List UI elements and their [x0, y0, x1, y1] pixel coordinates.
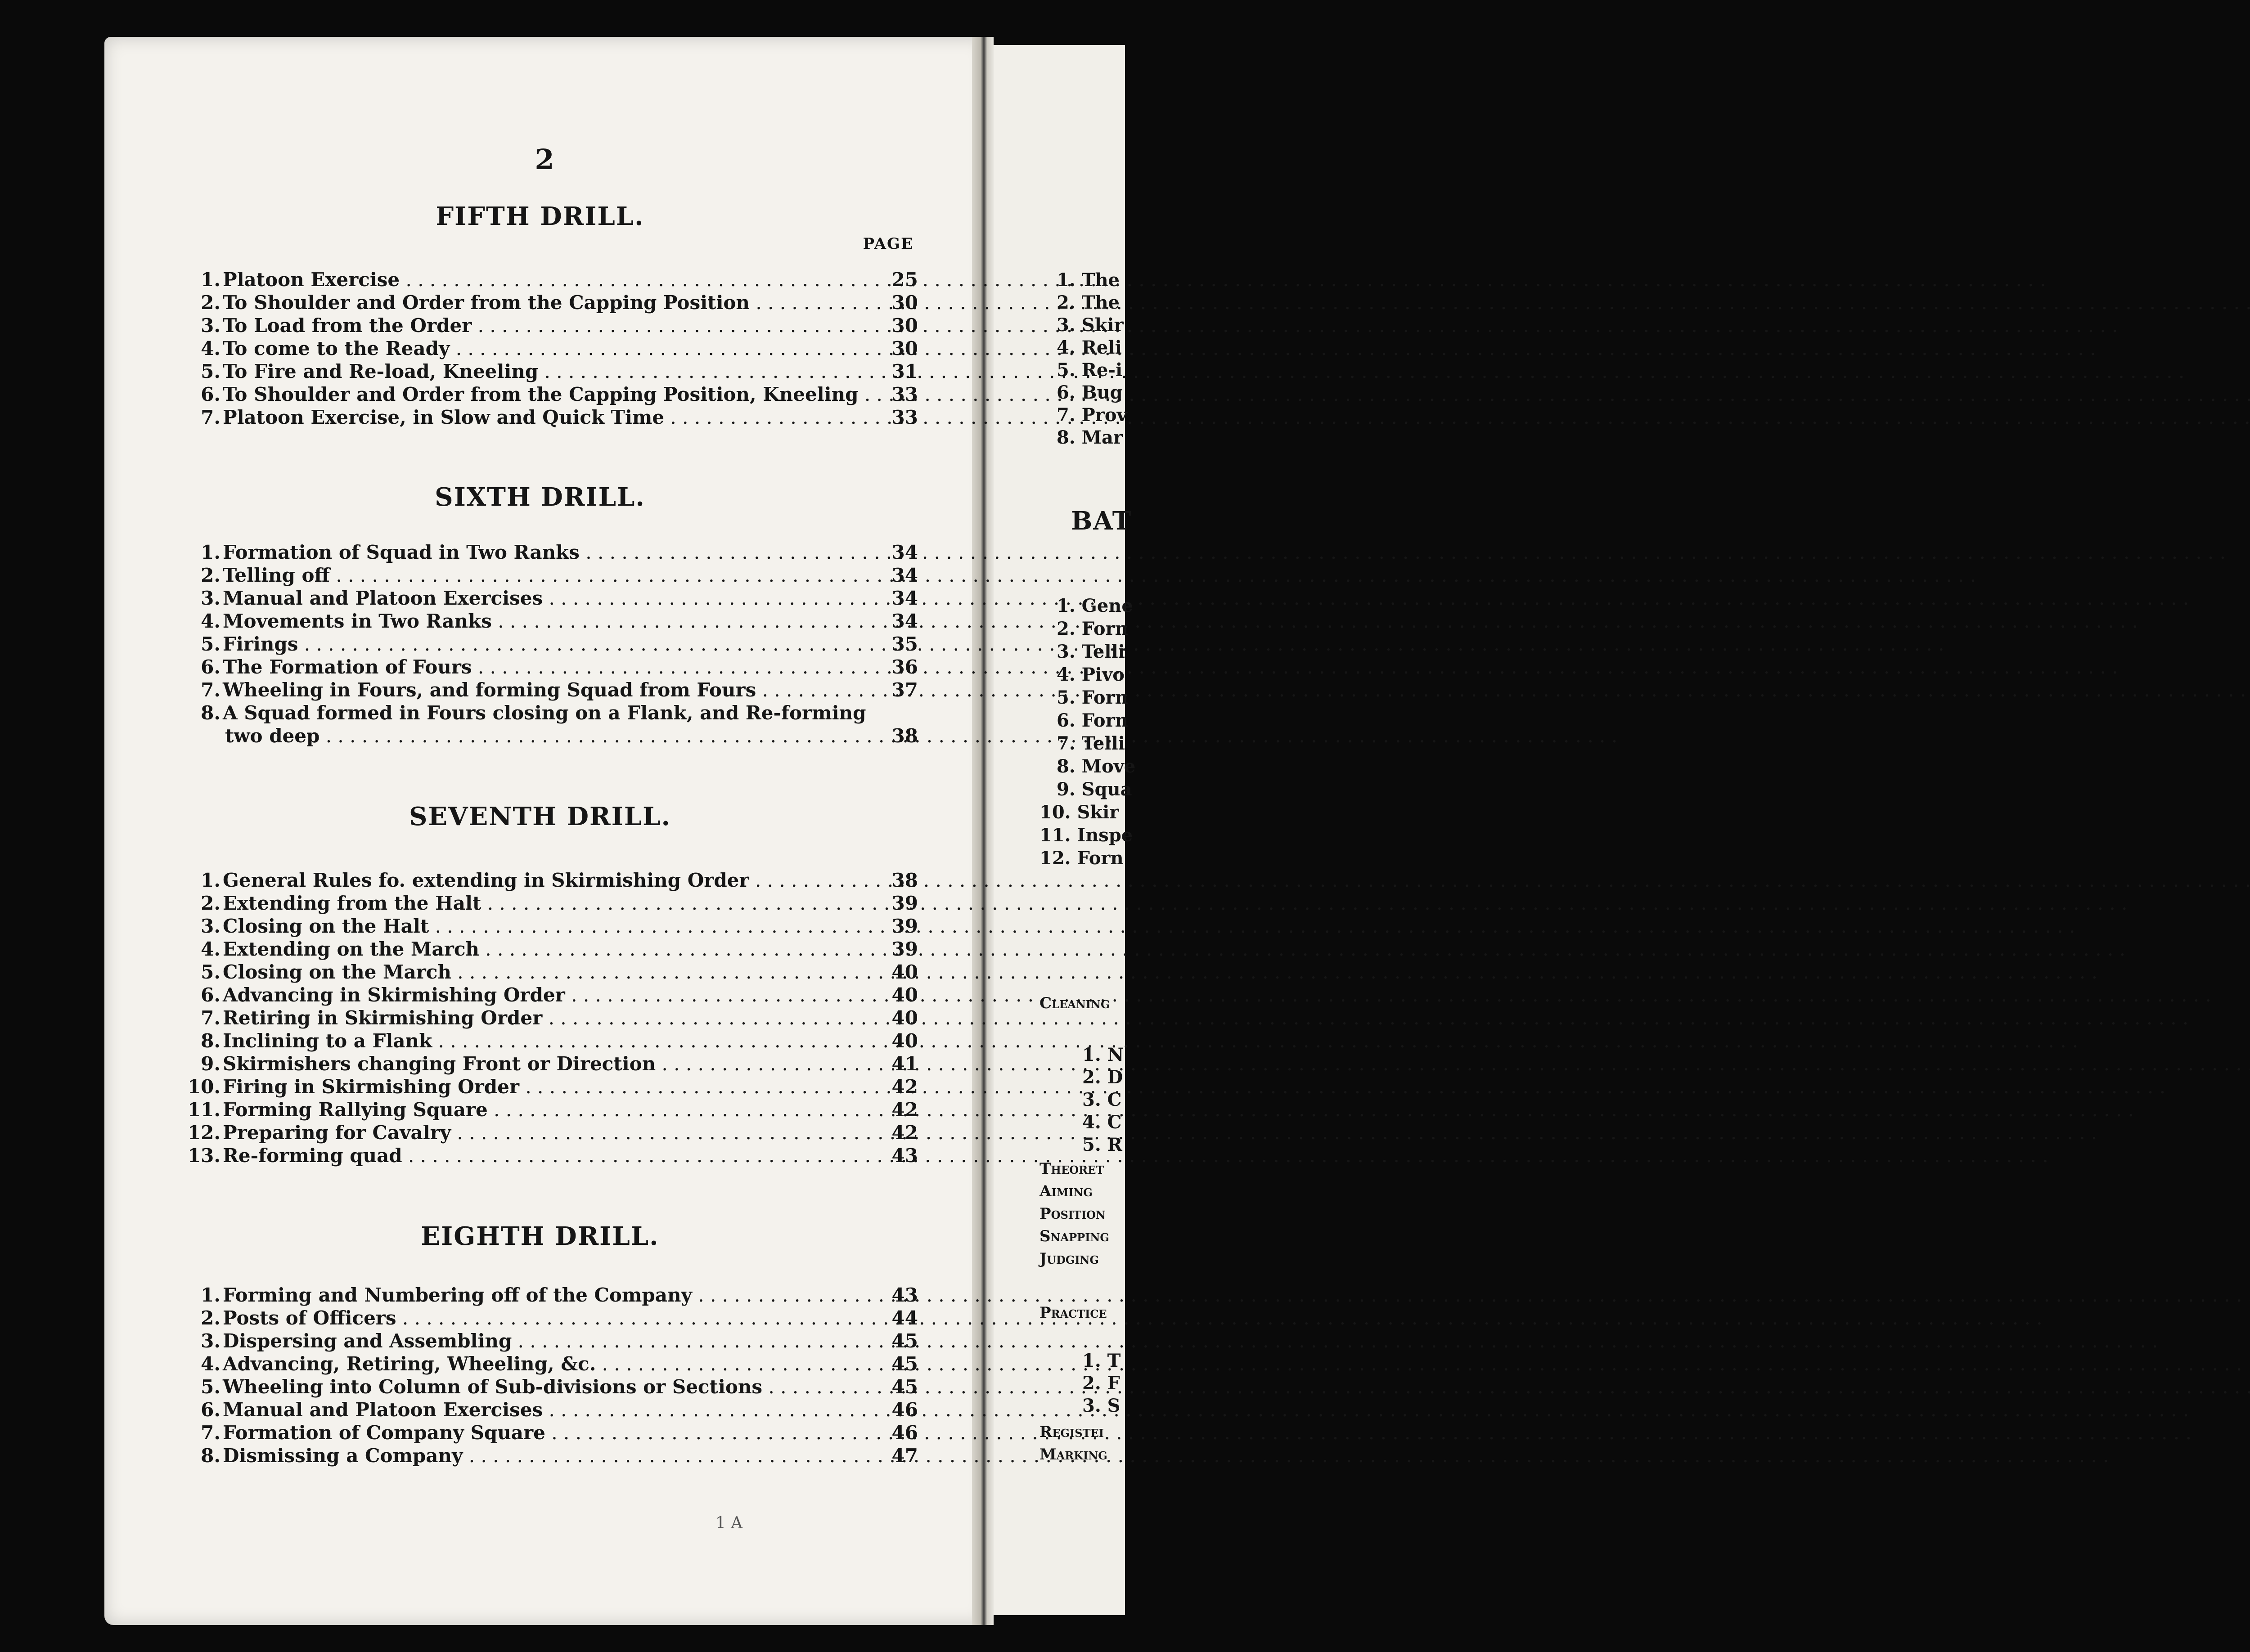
- entry-page: 41: [891, 1053, 918, 1075]
- toc-entry[interactable]: [184, 1444, 918, 1468]
- right-list-item: 8. Mar: [1057, 427, 1123, 448]
- right-sub-item: 2. D: [1082, 1067, 1123, 1088]
- toc-entry[interactable]: [184, 1121, 918, 1145]
- entry-title: Formation of Company Square . . .: [223, 1421, 868, 1445]
- toc-entry[interactable]: [184, 268, 918, 292]
- right-sub-item: 1. N: [1082, 1044, 1124, 1065]
- entry-number: 5.: [201, 1376, 220, 1398]
- right-list-item: 9. Squa: [1057, 779, 1132, 800]
- right-list-item: 1. Gene: [1057, 595, 1133, 616]
- toc-entry[interactable]: [184, 587, 918, 610]
- entry-page: 42: [891, 1076, 918, 1098]
- entry-title: Manual and Platoon Exercises . . .: [223, 1398, 868, 1422]
- right-side-heading: Practice: [1040, 1304, 1107, 1322]
- entry-page: 30: [891, 292, 918, 314]
- entry-title: Inclining to a Flank . . .: [223, 1029, 868, 1053]
- page-number: 2: [535, 143, 554, 176]
- entry-page: 40: [891, 961, 918, 983]
- toc-entry[interactable]: [184, 1306, 918, 1330]
- right-side-heading: Aiming: [1040, 1182, 1093, 1200]
- section-heading-fifth-drill: FIFTH DRILL.: [436, 202, 644, 231]
- toc-entry[interactable]: [184, 938, 918, 961]
- entry-number: 8.: [201, 1445, 220, 1467]
- right-list-item: 11. Inspe: [1040, 825, 1133, 846]
- entry-page: 37: [891, 679, 918, 701]
- right-list-item: 5. Re-i: [1057, 359, 1123, 381]
- entry-title: Movements in Two Ranks . . .: [223, 610, 868, 633]
- entry-page: 39: [891, 892, 918, 914]
- right-sub-item: 2. F: [1082, 1373, 1120, 1394]
- entry-title: Manual and Platoon Exercises . . .: [223, 587, 868, 610]
- entry-number: 6.: [201, 1399, 220, 1421]
- entry-page: 30: [891, 337, 918, 359]
- entry-number: 6.: [201, 383, 220, 405]
- entry-number: 11.: [187, 1099, 220, 1121]
- entry-number: 7.: [201, 1007, 220, 1029]
- entry-number: 4.: [201, 610, 220, 632]
- entry-number: 7.: [201, 1422, 220, 1444]
- entry-title: Wheeling in Fours, and forming Squad from Fours . . .: [223, 678, 868, 702]
- right-list-item: 4. Reli: [1057, 337, 1122, 358]
- entry-number: 8.: [201, 1030, 220, 1052]
- right-list-item: 8. Move: [1057, 756, 1136, 777]
- entry-number: 2.: [201, 564, 220, 586]
- entry-title: Posts of Officers . . .: [223, 1306, 868, 1330]
- toc-entry[interactable]: [184, 701, 918, 725]
- toc-entry[interactable]: [184, 1352, 918, 1376]
- right-side-heading: Cleaning: [1040, 994, 1110, 1012]
- signature-mark: 1 A: [715, 1514, 743, 1532]
- right-list-item: 6. Forn: [1057, 710, 1128, 731]
- toc-entry[interactable]: [184, 983, 918, 1007]
- entry-title: Firing in Skirmishing Order . . .: [223, 1075, 868, 1099]
- entry-page: 30: [891, 314, 918, 337]
- right-side-heading: Snapping: [1040, 1227, 1109, 1245]
- toc-entry[interactable]: [184, 961, 918, 984]
- entry-title: Platoon Exercise . . .: [223, 268, 868, 292]
- toc-entry[interactable]: [184, 678, 918, 702]
- entry-title: General Rules fo. extending in Skirmishing Order . . .: [223, 869, 868, 892]
- entry-title: Dispersing and Assembling . . .: [223, 1329, 868, 1353]
- toc-entry-continuation[interactable]: [225, 724, 918, 748]
- entry-title: Preparing for Cavalry . . .: [223, 1121, 868, 1145]
- right-side-heading: Judging: [1040, 1250, 1099, 1268]
- toc-entry[interactable]: [184, 1421, 918, 1445]
- toc-entry[interactable]: [184, 383, 918, 406]
- toc-entry[interactable]: [184, 892, 918, 915]
- entry-page: 31: [891, 360, 918, 382]
- entry-title: To Fire and Re-load, Kneeling . . .: [223, 360, 868, 383]
- entry-title: To come to the Ready . . .: [223, 337, 868, 360]
- entry-title: A Squad formed in Fours closing on a Flank, and Re-forming: [223, 702, 866, 724]
- entry-page: 25: [891, 269, 918, 291]
- toc-entry[interactable]: [184, 1075, 918, 1099]
- entry-number: 4.: [201, 337, 220, 359]
- entry-page: 33: [891, 406, 918, 428]
- right-list-item: 12. Forn: [1040, 848, 1124, 869]
- entry-page: 40: [891, 1007, 918, 1029]
- toc-entry[interactable]: [184, 655, 918, 679]
- entry-number: 3.: [201, 1330, 220, 1352]
- toc-entry[interactable]: [184, 1329, 918, 1353]
- entry-title: Advancing in Skirmishing Order . . .: [223, 983, 868, 1007]
- right-sub-item: 3. C: [1082, 1089, 1122, 1110]
- right-list-item: 7. Prov: [1057, 404, 1127, 426]
- toc-entry[interactable]: [184, 564, 918, 587]
- entry-title: To Load from the Order . . .: [223, 314, 868, 337]
- toc-entry[interactable]: [184, 1284, 918, 1307]
- entry-title: Retiring in Skirmishing Order . . .: [223, 1006, 868, 1030]
- entry-number: 7.: [201, 406, 220, 428]
- entry-page: 44: [891, 1307, 918, 1329]
- toc-entry[interactable]: [184, 1029, 918, 1053]
- entry-number: 10.: [187, 1076, 220, 1098]
- entry-page: 45: [891, 1353, 918, 1375]
- right-list-item: 7. Telli: [1057, 733, 1125, 754]
- entry-title: Extending on the March . . .: [223, 938, 868, 961]
- entry-number: 6.: [201, 984, 220, 1006]
- entry-title: Skirmishers changing Front or Direction . . .: [223, 1052, 868, 1076]
- toc-entry[interactable]: [184, 633, 918, 656]
- toc-entry[interactable]: [184, 314, 918, 337]
- right-list-item: 1. The: [1057, 269, 1120, 291]
- entry-number: 13.: [187, 1145, 220, 1167]
- entry-number: 2.: [201, 892, 220, 914]
- section-heading-eighth-drill: EIGHTH DRILL.: [421, 1221, 659, 1251]
- toc-entry[interactable]: [184, 291, 918, 314]
- entry-title: Forming Rallying Square . . .: [223, 1098, 868, 1122]
- entry-number: 5.: [201, 633, 220, 655]
- right-side-heading: Marking: [1040, 1446, 1107, 1463]
- entry-page: 39: [891, 915, 918, 937]
- toc-entry[interactable]: [184, 1144, 918, 1167]
- entry-page: 33: [891, 383, 918, 405]
- entry-title: Firings . . .: [223, 633, 868, 656]
- entry-title: To Shoulder and Order from the Capping Position . . .: [223, 291, 868, 314]
- entry-page: 42: [891, 1122, 918, 1144]
- entry-title: Forming and Numbering off of the Company . . .: [223, 1284, 868, 1307]
- entry-number: 4.: [201, 1353, 220, 1375]
- entry-title: Re-forming quad . . .: [223, 1144, 868, 1167]
- entry-page: 43: [891, 1145, 918, 1167]
- entry-number: 1.: [201, 269, 220, 291]
- entry-page: 46: [891, 1422, 918, 1444]
- entry-page: 34: [891, 564, 918, 586]
- entry-page: 47: [891, 1445, 918, 1467]
- right-side-heading: Position: [1040, 1205, 1106, 1223]
- entry-title-continuation: two deep . . .: [225, 724, 868, 748]
- entry-page: 38: [891, 725, 918, 747]
- entry-number: 6.: [201, 656, 220, 678]
- entry-page: 42: [891, 1099, 918, 1121]
- entry-page: 39: [891, 938, 918, 960]
- entry-number: 5.: [201, 360, 220, 382]
- entry-page: 43: [891, 1284, 918, 1306]
- page-column-label: PAGE: [863, 235, 914, 253]
- entry-page: 45: [891, 1330, 918, 1352]
- entry-number: 2.: [201, 1307, 220, 1329]
- entry-number: 3.: [201, 587, 220, 609]
- toc-entry[interactable]: [184, 337, 918, 360]
- toc-entry[interactable]: [184, 1052, 918, 1076]
- toc-entry[interactable]: [184, 1398, 918, 1422]
- entry-number: 5.: [201, 961, 220, 983]
- right-sub-item: 5. R: [1082, 1134, 1122, 1155]
- entry-page: 46: [891, 1399, 918, 1421]
- entry-number: 3.: [201, 915, 220, 937]
- toc-entry[interactable]: [184, 406, 918, 429]
- entry-number: 3.: [201, 314, 220, 337]
- right-side-heading: Registei: [1040, 1423, 1104, 1441]
- entry-page: 40: [891, 1030, 918, 1052]
- entry-title: Advancing, Retiring, Wheeling, &c. . . .: [223, 1352, 868, 1376]
- entry-number: 9.: [201, 1053, 220, 1075]
- entry-page: 34: [891, 587, 918, 609]
- entry-number: 7.: [201, 679, 220, 701]
- right-list-item: 10. Skir: [1040, 802, 1119, 823]
- entry-title: Closing on the Halt . . .: [223, 915, 868, 938]
- right-sub-item: 3. S: [1082, 1395, 1120, 1416]
- entry-title: Wheeling into Column of Sub-divisions or Sections . . .: [223, 1375, 868, 1399]
- section-heading-seventh-drill: SEVENTH DRILL.: [409, 802, 671, 831]
- entry-title: Dismissing a Company . . .: [223, 1444, 868, 1468]
- entry-number: 8.: [201, 702, 220, 724]
- right-list-item: 4. Pivo: [1057, 664, 1125, 685]
- right-list-item: 2. Forn: [1057, 618, 1128, 639]
- entry-page: 45: [891, 1376, 918, 1398]
- entry-number: 1.: [201, 541, 220, 563]
- entry-title: Platoon Exercise, in Slow and Quick Time . . .: [223, 406, 868, 429]
- entry-page: 34: [891, 541, 918, 563]
- toc-entry[interactable]: [184, 541, 918, 564]
- entry-title: Closing on the March . . .: [223, 961, 868, 984]
- entry-page: 38: [891, 869, 918, 891]
- section-heading-sixth-drill: SIXTH DRILL.: [435, 482, 645, 512]
- right-list-item: 2. The: [1057, 292, 1120, 313]
- entry-number: 12.: [187, 1122, 220, 1144]
- entry-number: 2.: [201, 292, 220, 314]
- entry-title: The Formation of Fours . . .: [223, 655, 868, 679]
- entry-page: 36: [891, 656, 918, 678]
- entry-page: 35: [891, 633, 918, 655]
- entry-page: 40: [891, 984, 918, 1006]
- entry-title: To Shoulder and Order from the Capping Position, Kneeling . . .: [223, 383, 868, 406]
- entry-number: 1.: [201, 1284, 220, 1306]
- toc-entry[interactable]: [184, 1006, 918, 1030]
- right-sub-item: 4. C: [1082, 1112, 1122, 1133]
- right-list-item: 3. Skir: [1057, 314, 1124, 336]
- entry-title: Telling off . . .: [223, 564, 868, 587]
- toc-entry[interactable]: [184, 1098, 918, 1122]
- toc-entry[interactable]: [184, 610, 918, 633]
- right-side-heading: Theoret: [1040, 1160, 1104, 1178]
- entry-number: 1.: [201, 869, 220, 891]
- toc-entry[interactable]: [184, 869, 918, 892]
- entry-title: Extending from the Halt . . .: [223, 892, 868, 915]
- right-sub-item: 1. T: [1082, 1350, 1121, 1371]
- right-list-item: 5. Forn: [1057, 687, 1128, 708]
- toc-entry[interactable]: [184, 915, 918, 938]
- right-list-item: 3. Telli: [1057, 641, 1125, 662]
- entry-page: 34: [891, 610, 918, 632]
- right-section-heading: BAT: [1071, 506, 1132, 536]
- entry-number: 4.: [201, 938, 220, 960]
- toc-entry[interactable]: [184, 360, 918, 383]
- entry-title: Formation of Squad in Two Ranks . . .: [223, 541, 868, 564]
- right-list-item: 6. Bug: [1057, 382, 1123, 403]
- toc-entry[interactable]: [184, 1375, 918, 1399]
